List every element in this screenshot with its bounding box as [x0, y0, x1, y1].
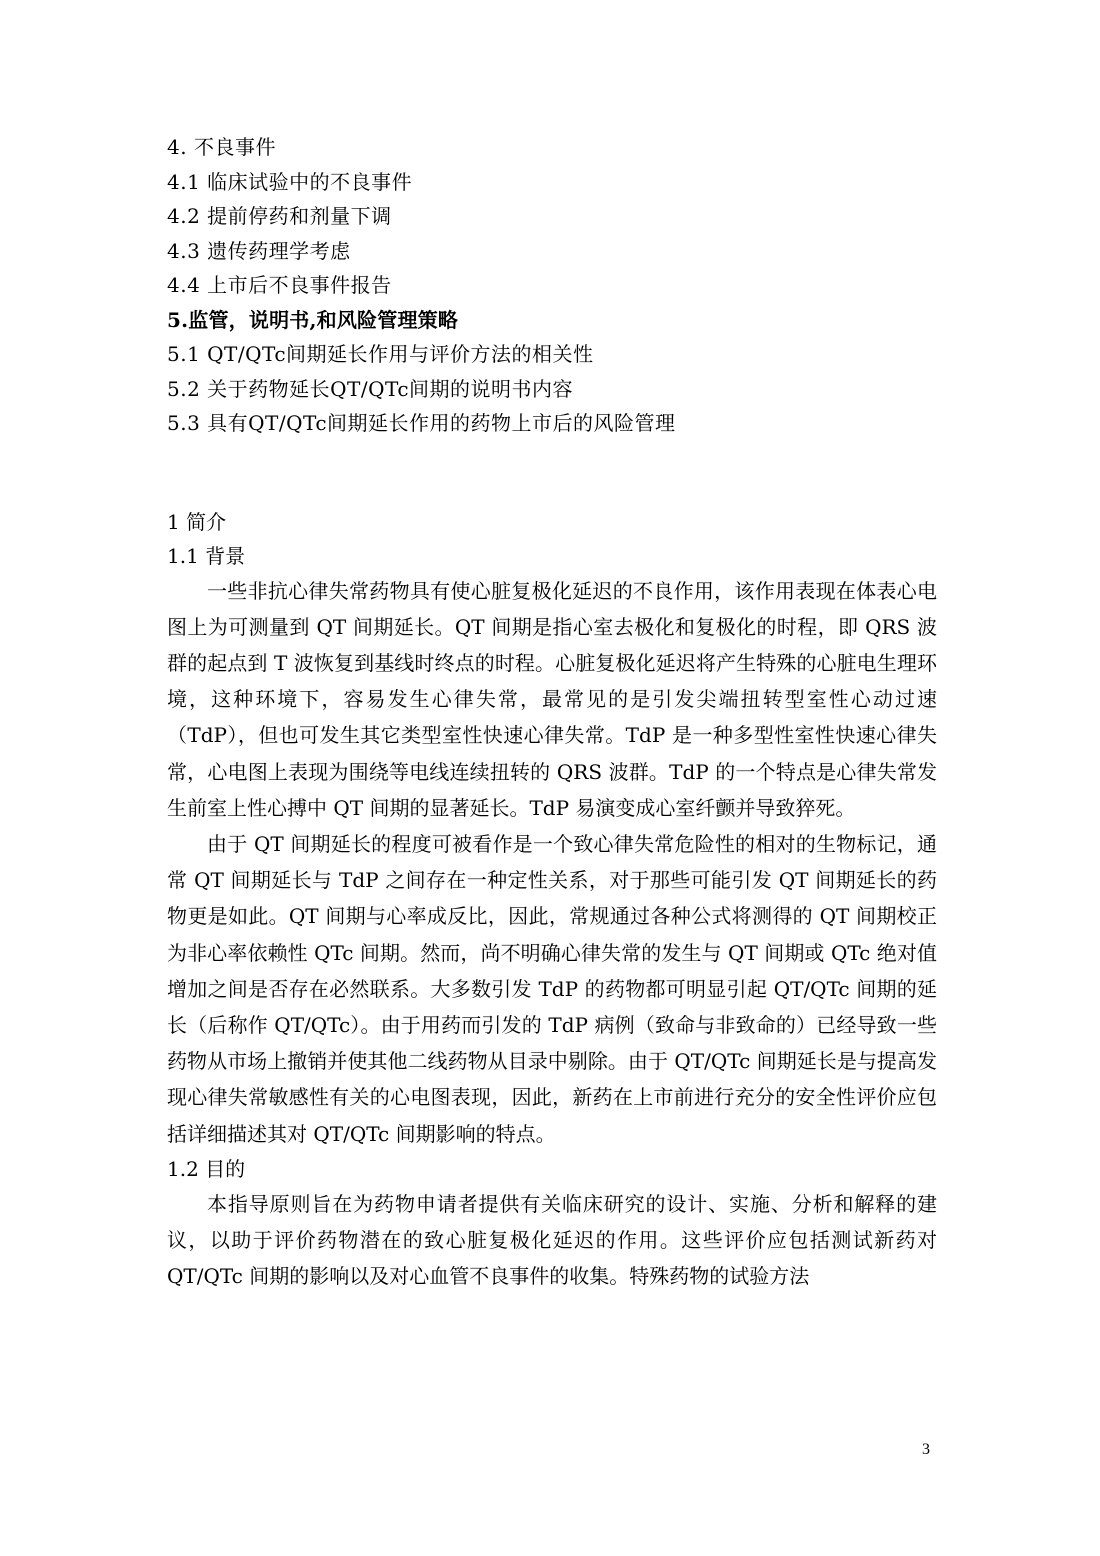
paragraph-purpose: 本指导原则旨在为药物申请者提供有关临床研究的设计、实施、分析和解释的建议，以助于评价药物潜在的致心脏复极化延迟的作用。这些评价应包括测试新药对 QT/QTc 间期的影响以及对心血管不良事件的收集。特殊药物的试验方法 [167, 1191, 937, 1289]
table-of-contents [167, 130, 937, 441]
toc-item-4-4: 4.4 上市后不良事件报告 [167, 273, 392, 297]
toc-item-5-2: 5.2 关于药物延长QT/QTc间期的说明书内容 [167, 376, 574, 401]
page-number: 3 [922, 1441, 930, 1458]
document-page [167, 130, 937, 1294]
toc-item-4: 4. 不良事件 [167, 135, 276, 159]
subsection-heading-purpose: 1.2 目的 [167, 1156, 246, 1181]
section-spacer [167, 441, 937, 505]
toc-item-5-1: 5.1 QT/QTc间期延长作用与评价方法的相关性 [167, 342, 594, 366]
toc-item-5-3: 5.3 具有QT/QTc间期延长作用的药物上市后的风险管理 [167, 411, 676, 435]
paragraph-background-1: 一些非抗心律失常药物具有使心脏复极化延迟的不良作用，该作用表现在体表心电图上为可测量到 QT 间期延长。QT 间期是指心室去极化和复极化的时程，即 QRS 波群的起点到 T 波恢复到基线时终点的时程。心脏复极化延迟将产生特殊的心脏电生理环境，这种环境下，容易发生心律失常，最常见的是引发尖端扭转型室性心动过速（TdP），但也可发生其它类型室性快速心律失常。TdP 是一种多型性室性快速心律失常，心电图上表现为围绕等电线连续扭转的 QRS 波群。TdP 的一个特点是心律失常发生前室上性心搏中 QT 间期的显著延长。TdP 易演变成心室纤颤并导致猝死。 [167, 578, 937, 820]
toc-item-5: 5.监管，说明书,和风险管理策略 [167, 307, 459, 332]
toc-item-4-2: 4.2 提前停药和剂量下调 [167, 204, 392, 228]
paragraph-background-2: 由于 QT 间期延长的程度可被看作是一个致心律失常危险性的相对的生物标记，通常 QT 间期延长与 TdP 之间存在一种定性关系，对于那些可能引发 QT 间期延长的药物更是如此。QT 间期与心率成反比，因此，常规通过各种公式将测得的 QT 间期校正为非心率依赖性 QTc 间期。然而，尚不明确心律失常的发生与 QT 间期或 QTc 绝对值增加之间是否存在必然联系。大多数引发 TdP 的药物都可明显引起 QT/QTc 间期的延长（后称作 QT/QTc）。由于用药而引发的 TdP 病例（致命与非致命的）已经导致一些药物从市场上撤销并使其他二线药物从目录中剔除。由于 QT/QTc 间期延长是与提高发现心律失常敏感性有关的心电图表现，因此，新药在上市前进行充分的安全性评价应包括详细描述其对 QT/QTc 间期影响的特点。 [167, 831, 937, 1146]
toc-item-4-1: 4.1 临床试验中的不良事件 [167, 169, 413, 194]
toc-item-4-3: 4.3 遗传药理学考虑 [167, 238, 351, 263]
subsection-heading-background: 1.1 背景 [167, 543, 246, 568]
section-heading-intro: 1 简介 [167, 509, 227, 534]
